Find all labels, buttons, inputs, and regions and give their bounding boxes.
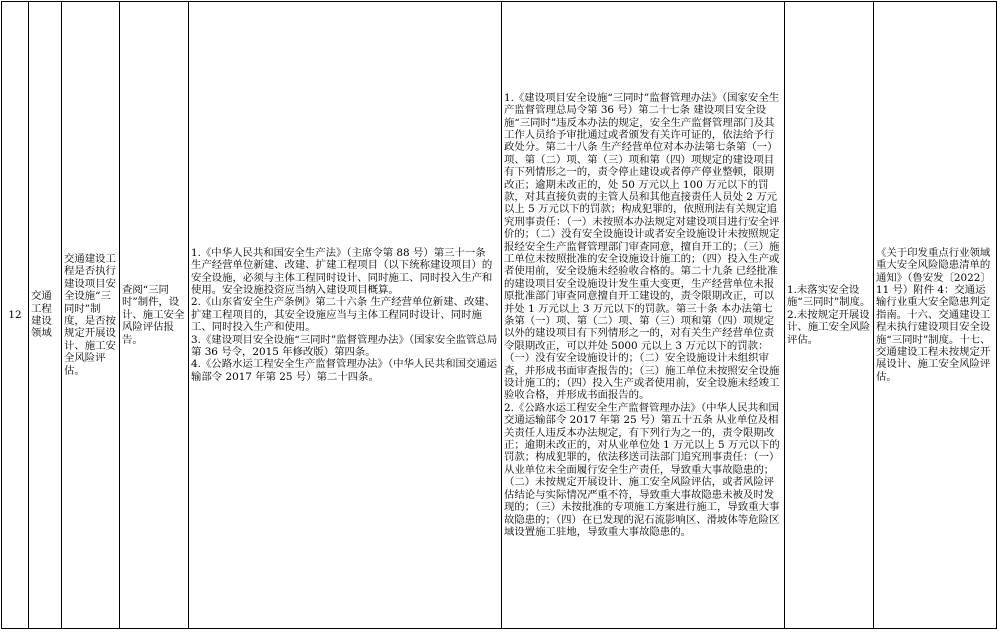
row-number: 12 xyxy=(2,2,29,629)
legal-basis-item: 2.《山东省安全生产条例》第二十六条 生产经营单位新建、改建、扩建工程项目的，其安全设施应当与主体工程同时设计、同时施工、同时投入生产和使用。 xyxy=(191,296,496,334)
legal-basis-item: 3.《建设项目安全设施“三同时”监督管理办法》（国家安全监管总局第 36 号令，2015 年修改版）第四条。 xyxy=(191,333,498,359)
legal-basis-item: 4.《公路水运工程安全生产监督管理办法》（中华人民共和国交通运输部令 2017 年第 25 号）第二十四条。 xyxy=(191,358,498,383)
reference-cell: 《关于印发重点行业领域重大安全风险隐患清单的通知》（鲁安发〔2022〕11 号）附件 4：交通运输行业重大安全隐患判定指南。十六、交通建设工程未执行建设项目安全设施“三同时”制度。十七、交通建设工程未按规定开展设计、施工安全风险评估。 xyxy=(874,2,997,629)
hazard-content-item: 1.未落实安全设施“三同时”制度。 xyxy=(787,283,871,309)
penalty-basis-cell xyxy=(502,2,785,629)
table-row xyxy=(2,2,997,629)
hazard-content-item: 2.未按规定开展设计、施工安全风险评估。 xyxy=(787,308,871,346)
field-cell: 交通工程建设领域 xyxy=(29,2,62,629)
penalty-basis-item: 1.《建设项目安全设施“三同时”监督管理办法》（国家安全生产监督管理总局令第 36 号）第二十七条 建设项目安全设施“三同时”违反本办法的规定，安全生产监督管理部门及其工作人员给予审批通过或者颁发有关许可证的，依法给予行政处分。第二十八条 生产经营单位对本办法第七条第（一）项、第（二）项、第（三）项和第（四）项规定的建设项目有下列情形之一的，责令停止建设或者停产停业整顿，限期改正；逾期未改正的，处 50 万元以上 100 万元以下的罚款，对其直接负责的主管人员和其他直接责任人员处 2 万元以上 5 万元以下的罚款；构成犯罪的，依照刑法有关规定追究刑事责任：（一）未按照本办法规定对建设项目进行安全评价的；（二）没有安全设施设计或者安全设施设计未按照规定报经安全生产监督管理部门审查同意，擅自开工的；（三）施工单位未按照批准的安全设施设计施工的；（四）投入生产或者使用前，安全设施未经验收合格的。第二十九条 已经批准的建设项目安全设施设计发生重大变更，生产经营单位未报原批准部门审查同意擅自开工建设的，责令限期改正，可以并处 1 万元以上 3 万元以下的罚款。第三十条 本办法第七条第（一）项、第（二）项、第（三）项和第（四）项规定以外的建设项目有下列情形之一的，对有关生产经营单位责令限期改正，可以并处 5000 元以上 3 万元以下的罚款：（一）没有安全设施设计的；（二）安全设施设计未组织审查，并形成书面审查报告的；（三）施工单位未按照安全设施设计施工的；（四）投入生产或者使用前，安全设施未经竣工验收合格，并形成书面报告的。 xyxy=(504,91,780,402)
penalty-basis-item: 2.《公路水运工程安全生产监督管理办法》（中华人民共和国交通运输部令 2017 年第 25 号）第五十五条 从业单位及相关责任人违反本办法规定，有下列行为之一的，责令限期改正；逾期未改正的，对从业单位处 1 万元以上 5 万元以下的罚款；构成犯罪的，依法移送司法部门追究刑事责任：（一）从业单位未全面履行安全生产责任，导致重大事故隐患的；（二）未按规定开展设计、施工安全风险评估，或者风险评估结论与实际情况严重不符，导致重大事故隐患未被及时发现的；（三）未按批准的专项施工方案进行施工，导致重大事故隐患的；（四）在已发现的泥石流影响区、滑坡体等危险区域设置施工驻地，导致重大事故隐患的。 xyxy=(504,401,780,538)
hazard-content-cell xyxy=(785,2,874,629)
checklist-table xyxy=(1,1,997,629)
legal-basis-cell xyxy=(189,2,502,629)
check-method-cell: 查阅“三同时”制件，设计、施工安全风险评估报告。 xyxy=(120,2,189,629)
check-item-cell: 交通建设工程是否执行建设项目安全设施“三同时”制度，是否按规定开展设计、施工安全风险评估。 xyxy=(62,2,120,629)
legal-basis-item: 1.《中华人民共和国安全生产法》（主席令第 88 号）第三十一条 生产经营单位新建、改建、扩建工程项目（以下统称建设项目）的安全设施，必须与主体工程同时设计、同时施工、同时投入生产和使用。安全设施投资应当纳入建设项目概算。 xyxy=(191,246,493,296)
